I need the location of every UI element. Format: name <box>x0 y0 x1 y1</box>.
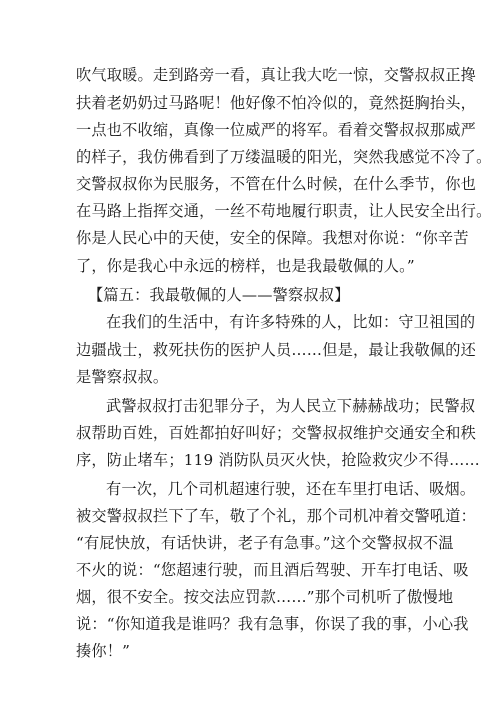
paragraph-line: “有屁快放，有话快讲，老子有急事。”这个交警叔叔不温 <box>76 534 454 552</box>
paragraph-line: 一点也不收缩，真像一位威严的将军。看着交警叔叔那威严 <box>76 121 477 139</box>
paragraph-line: 叔帮助百姓，百姓都拍好叫好；交警叔叔维护交通安全和秩 <box>76 424 477 442</box>
paragraph-line: 你是人民心中的天使，安全的保障。我想对你说：“你辛苦 <box>76 229 469 247</box>
paragraph-line: 是警察叔叔。 <box>76 368 169 386</box>
paragraph-line: 在马路上指挥交通，一丝不苟地履行职责，让人民安全出行。 <box>76 202 492 220</box>
paragraph-line: 序，防止堵车；119 消防队员灭火快，抢险救灾少不得…… <box>76 451 480 469</box>
paragraph-line: 烟，很不安全。按交法应罚款……”那个司机听了傲慢地 <box>76 588 454 606</box>
paragraph-line: 有一次，几个司机超速行驶，还在车里打电话、吸烟。 <box>106 480 476 498</box>
paragraph-line: 吹气取暖。走到路旁一看，真让我大吃一惊，交警叔叔正搀 <box>76 66 477 84</box>
paragraph-line: 边疆战士，救死扶伤的医护人员……但是，最让我敬佩的还 <box>76 341 477 359</box>
paragraph-line: 说：“你知道我是谁吗？我有急事，你误了我的事，小心我 <box>76 615 469 633</box>
paragraph-line: 揍你！” <box>76 642 131 660</box>
paragraph-line: 武警叔叔打击犯罪分子，为人民立下赫赫战功；民警叔 <box>106 397 476 415</box>
paragraph-line: 被交警叔叔拦下了车，敬了个礼，那个司机冲着交警吼道： <box>76 507 477 525</box>
section-heading: 【篇五：我最敬佩的人——警察叔叔】 <box>88 286 350 304</box>
paragraph-line: 不火的说：“您超速行驶，而且酒后驾驶、开车打电话、吸 <box>76 561 469 579</box>
paragraph-line: 扶着老奶奶过马路呢！他好像不怕冷似的，竟然挺胸抬头， <box>76 94 477 112</box>
paragraph-line: 在我们的生活中，有许多特殊的人，比如：守卫祖国的 <box>106 313 476 331</box>
paragraph-line: 的样子，我仿佛看到了万缕温暖的阳光，突然我感觉不冷了。 <box>76 148 492 166</box>
paragraph-line: 了，你是我心中永远的榜样，也是我最敬佩的人。” <box>76 257 415 275</box>
paragraph-line: 交警叔叔你为民服务，不管在什么时候，在什么季节，你也 <box>76 175 477 193</box>
